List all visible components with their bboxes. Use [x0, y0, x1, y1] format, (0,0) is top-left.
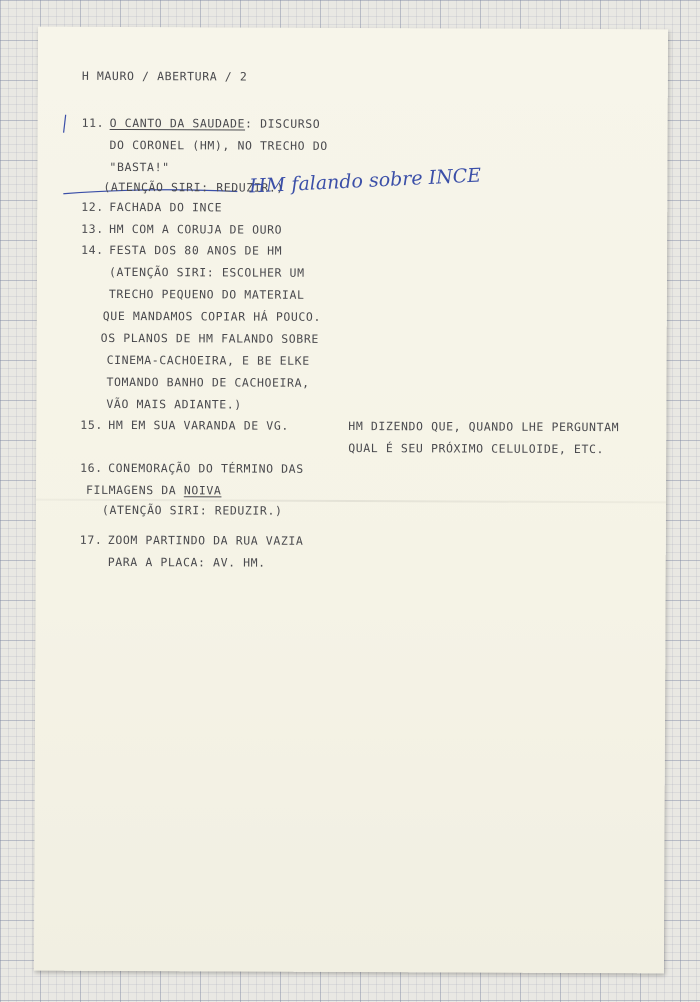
typewritten-page [34, 27, 668, 974]
item-14-line-8: VÃO MAIS ADIANTE.) [106, 396, 242, 412]
item-15-number: 15. [80, 417, 103, 432]
item-16-number: 16. [80, 460, 103, 475]
item-11-number: 11. [81, 115, 105, 130]
item-11-line-4: (ATENÇÃO SIRI: REDUZIR.) [103, 179, 284, 195]
item-13-text: HM COM A CORUJA DE OURO [109, 221, 283, 237]
item-11-title-rest: : DISCURSO [245, 116, 321, 131]
margin-bracket-mark [64, 115, 66, 133]
item-16-line-1: CONEMORAÇÃO DO TÉRMINO DAS [108, 460, 304, 476]
item-17-number: 17. [79, 532, 103, 547]
item-15-side-note-2: QUAL É SEU PRÓXIMO CELULOIDE, ETC. [348, 440, 605, 457]
item-11-line-2c: ), NO TRECHO DO [214, 138, 328, 153]
item-11-line-2b: HM [199, 138, 215, 153]
item-17-line-2: PARA A PLACA: AV. HM. [107, 554, 266, 570]
item-16-film-title: NOIVA [183, 483, 222, 498]
item-17-line-1: ZOOM PARTINDO DA RUA VAZIA [107, 532, 304, 548]
item-11-line-1 [110, 116, 321, 131]
item-13-number: 13. [81, 221, 104, 236]
item-14-line-6: CINEMA-CACHOEIRA, E BE ELKE [106, 352, 310, 368]
item-11-title: O CANTO DA SAUDADE [109, 115, 246, 131]
item-14-number: 14. [81, 242, 104, 257]
page-header: H MAURO / ABERTURA / 2 [81, 68, 248, 84]
item-14-line-1: FESTA DOS 80 ANOS DE HM [109, 242, 283, 258]
item-14-line-2: (ATENÇÃO SIRI: ESCOLHER UM [108, 264, 305, 280]
item-11-line-3: "BASTA!" [109, 159, 170, 175]
item-16-line-3: (ATENÇÃO SIRI: REDUZIR.) [101, 502, 283, 518]
item-11-line-2a: DO CORONEL ( [109, 137, 200, 153]
handwritten-note: HM falando sobre INCE [248, 164, 482, 198]
item-12-text: FACHADA DO INCE [109, 199, 223, 215]
item-12-number: 12. [81, 199, 104, 214]
item-11-line-2 [110, 138, 328, 153]
item-14-line-4: QUE MANDAMOS COPIAR HÁ POUCO. [102, 308, 322, 324]
item-16-line-2a: FILMAGENS DA [86, 482, 184, 498]
item-14-line-7: TOMANDO BANHO DE CACHOEIRA, [106, 374, 310, 390]
item-15-text: HM EM SUA VARANDA DE VG. [108, 417, 289, 433]
item-14-line-3: TRECHO PEQUENO DO MATERIAL [108, 286, 305, 302]
item-14-line-5: OS PLANOS DE HM FALANDO SOBRE [100, 330, 319, 346]
item-16-line-2 [86, 483, 221, 498]
item-15-side-note-1: HM DIZENDO QUE, QUANDO LHE PERGUNTAM [348, 418, 620, 435]
